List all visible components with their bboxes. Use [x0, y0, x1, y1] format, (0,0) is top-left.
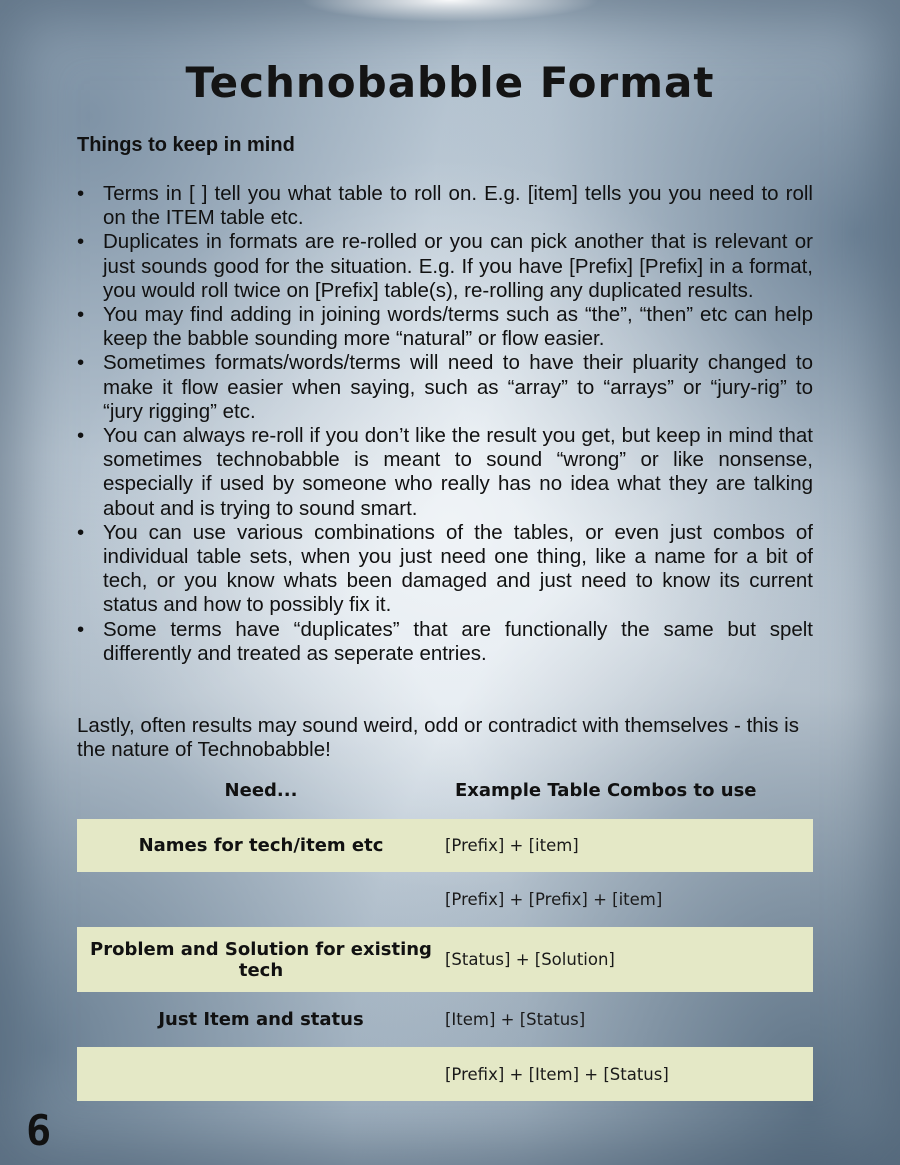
- list-item-text: You can always re-roll if you don’t like the result you get, but keep in mind that sometimes technobabble is meant to sound “wrong” or like nonsense, especially if used by someone who really has no idea what they are talking about and is trying to sound smart.: [103, 424, 813, 520]
- need-cell: Names for tech/item etc: [138, 835, 384, 856]
- list-item-text: You can use various combinations of the tables, or even just combos of individual table sets, when you just need one thing, like a name for a bit of tech, or you know whats been damaged and just need to know its current status and how to possibly fix it.: [103, 520, 813, 617]
- bullet-icon: •: [77, 182, 85, 205]
- combo-cell: [Item] + [Status]: [445, 1010, 586, 1029]
- list-item-text: You may find adding in joining words/terms such as “the”, “then” etc can help keep the babble sounding more “natural” or flow easier.: [103, 303, 813, 351]
- combo-cell: [Prefix] + [item]: [445, 836, 579, 855]
- tips-list: [77, 182, 813, 666]
- bullet-icon: •: [77, 303, 85, 327]
- table-row: [77, 873, 813, 926]
- list-item-text: Sometimes formats/words/terms will need to have their pluarity changed to make it flow easier when saying, such as “array” to “arrays” or “jury-rig” to “jury rigging” etc.: [103, 351, 813, 423]
- list-item: [77, 521, 813, 618]
- table-row: [77, 993, 813, 1046]
- column-header-need: Need...: [224, 780, 298, 801]
- list-item: [77, 618, 813, 666]
- decorative-glow: [300, 0, 600, 22]
- bullet-icon: •: [77, 424, 85, 448]
- table-row: [77, 1047, 813, 1101]
- need-cell: Just Item and status: [158, 1009, 364, 1030]
- list-item: [77, 424, 813, 521]
- page-number: 6: [26, 1106, 52, 1155]
- list-item-text: Duplicates in formats are re-rolled or you can pick another that is relevant or just sounds good for the situation. E.g. If you have [Prefix] [Prefix] in a format, you would roll twice on [Prefix] table(s), re-rolling any duplicated results.: [103, 230, 813, 302]
- combo-cell: [Prefix] + [Prefix] + [item]: [445, 890, 663, 909]
- bullet-icon: •: [77, 617, 85, 641]
- bullet-icon: •: [77, 351, 85, 375]
- closing-paragraph: Lastly, often results may sound weird, odd or contradict with themselves - this is the nature of Technobabble!: [77, 714, 799, 761]
- list-item: [77, 230, 813, 303]
- list-item: [77, 303, 813, 351]
- column-header-combos: Example Table Combos to use: [455, 780, 757, 801]
- page-title: Technobabble Format: [185, 58, 715, 107]
- list-item-text: Some terms have “duplicates” that are functionally the same but spelt differently and treated as seperate entries.: [103, 617, 813, 665]
- list-item: [77, 351, 813, 424]
- list-item-text: Terms in [ ] tell you what table to roll on. E.g. [item] tells you you need to roll on the ITEM table etc.: [103, 182, 813, 230]
- combo-cell: [Prefix] + [Item] + [Status]: [445, 1064, 669, 1084]
- combo-cell: [Status] + [Solution]: [445, 950, 615, 969]
- table-row: [77, 819, 813, 872]
- table-header: [77, 780, 813, 806]
- table-row: [77, 927, 813, 992]
- section-heading: Things to keep in mind: [77, 134, 295, 156]
- bullet-icon: •: [77, 230, 85, 254]
- list-item: [77, 182, 813, 230]
- need-cell: Problem and Solution for existing tech: [90, 938, 432, 981]
- bullet-icon: •: [77, 520, 85, 544]
